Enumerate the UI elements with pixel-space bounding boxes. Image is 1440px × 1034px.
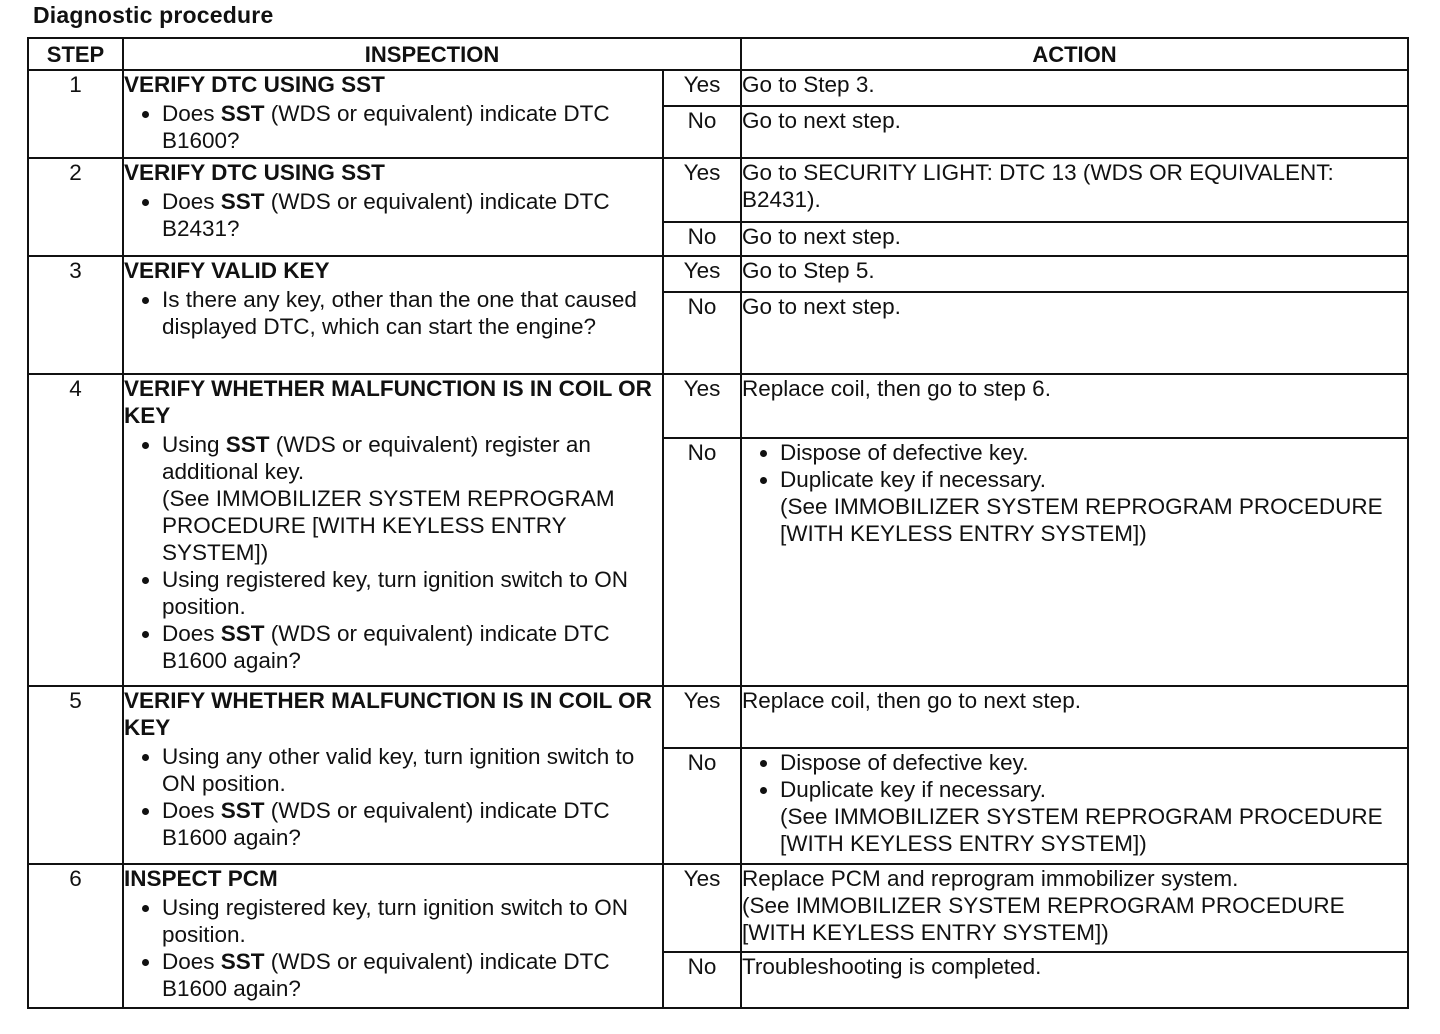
no-action: Go to next step. <box>741 222 1408 256</box>
inspection-item: • Does SST (WDS or equivalent) indicate DTC B1600 again? <box>162 948 662 1002</box>
step-5-yes-row <box>28 686 1408 748</box>
action-list <box>742 749 1407 857</box>
page-title: Diagnostic procedure <box>33 2 274 28</box>
step-number: 4 <box>28 374 123 686</box>
header-inspection: INSPECTION <box>123 38 741 70</box>
header-row <box>28 38 1408 70</box>
header-step: STEP <box>28 38 123 70</box>
action-list <box>742 439 1407 547</box>
inspection-item: • Does SST (WDS or equivalent) indicate DTC B2431? <box>162 188 662 242</box>
inspection-item: • Using registered key, turn ignition switch to ON position. <box>162 894 662 948</box>
no-label: No <box>663 106 741 158</box>
reference-note: (See IMMOBILIZER SYSTEM REPROGRAM PROCEDURE [WITH KEYLESS ENTRY SYSTEM]) <box>780 494 1383 546</box>
action-item: • Duplicate key if necessary. (See IMMOBILIZER SYSTEM REPROGRAM PROCEDURE [WITH KEYLESS ENTRY SYSTEM]) <box>780 466 1407 547</box>
no-label: No <box>663 292 741 374</box>
no-action <box>741 748 1408 864</box>
yes-label: Yes <box>663 70 741 106</box>
inspection-cell <box>123 256 663 374</box>
no-action: Go to next step. <box>741 106 1408 158</box>
step-number: 2 <box>28 158 123 256</box>
yes-label: Yes <box>663 158 741 222</box>
inspection-cell <box>123 158 663 256</box>
step-number: 1 <box>28 70 123 158</box>
inspection-item: • Using SST (WDS or equivalent) register an additional key. (See IMMOBILIZER SYSTEM REPROGRAM PROCEDURE [WITH KEYLESS ENTRY SYSTEM]) <box>162 431 662 566</box>
yes-label: Yes <box>663 686 741 748</box>
inspection-heading: VERIFY WHETHER MALFUNCTION IS IN COIL OR KEY <box>124 688 652 740</box>
inspection-item: • Using registered key, turn ignition switch to ON position. <box>162 566 662 620</box>
header-action: ACTION <box>741 38 1408 70</box>
yes-action: Replace coil, then go to step 6. <box>741 374 1408 438</box>
step-6-yes-row <box>28 864 1408 952</box>
inspection-list <box>124 286 662 340</box>
inspection-heading: VERIFY WHETHER MALFUNCTION IS IN COIL OR KEY <box>124 376 652 428</box>
inspection-item: • Is there any key, other than the one that caused displayed DTC, which can start the engine? <box>162 286 662 340</box>
action-item: • Duplicate key if necessary. (See IMMOBILIZER SYSTEM REPROGRAM PROCEDURE [WITH KEYLESS ENTRY SYSTEM]) <box>780 776 1407 857</box>
yes-action: Replace PCM and reprogram immobilizer system. (See IMMOBILIZER SYSTEM REPROGRAM PROCEDURE [WITH KEYLESS ENTRY SYSTEM]) <box>741 864 1408 952</box>
inspection-heading: VERIFY VALID KEY <box>124 258 330 283</box>
inspection-heading: VERIFY DTC USING SST <box>124 72 385 97</box>
no-label: No <box>663 438 741 686</box>
inspection-list <box>124 100 662 154</box>
inspection-list <box>124 743 662 851</box>
yes-action: Replace coil, then go to next step. <box>741 686 1408 748</box>
step-number: 6 <box>28 864 123 1008</box>
step-number: 3 <box>28 256 123 374</box>
yes-label: Yes <box>663 864 741 952</box>
no-label: No <box>663 222 741 256</box>
inspection-cell <box>123 864 663 1008</box>
no-action <box>741 438 1408 686</box>
reference-note: (See IMMOBILIZER SYSTEM REPROGRAM PROCEDURE [WITH KEYLESS ENTRY SYSTEM]) <box>780 804 1383 856</box>
inspection-item: • Does SST (WDS or equivalent) indicate DTC B1600 again? <box>162 797 662 851</box>
no-action: Go to next step. <box>741 292 1408 374</box>
inspection-item: • Does SST (WDS or equivalent) indicate DTC B1600? <box>162 100 662 154</box>
yes-label: Yes <box>663 256 741 292</box>
inspection-item: • Does SST (WDS or equivalent) indicate DTC B1600 again? <box>162 620 662 674</box>
no-label: No <box>663 748 741 864</box>
step-3-yes-row <box>28 256 1408 292</box>
yes-action: Go to Step 5. <box>741 256 1408 292</box>
reference-note: (See IMMOBILIZER SYSTEM REPROGRAM PROCEDURE [WITH KEYLESS ENTRY SYSTEM]) <box>162 486 615 565</box>
action-item: • Dispose of defective key. <box>780 749 1407 776</box>
inspection-list <box>124 894 662 1002</box>
inspection-list <box>124 188 662 242</box>
no-action: Troubleshooting is completed. <box>741 952 1408 1008</box>
inspection-item: • Using any other valid key, turn ignition switch to ON position. <box>162 743 662 797</box>
step-2-yes-row <box>28 158 1408 222</box>
inspection-list <box>124 431 662 674</box>
step-4-yes-row <box>28 374 1408 438</box>
inspection-cell <box>123 374 663 686</box>
diagnostic-table <box>27 37 1409 1009</box>
inspection-cell <box>123 686 663 864</box>
yes-label: Yes <box>663 374 741 438</box>
step-number: 5 <box>28 686 123 864</box>
inspection-heading: INSPECT PCM <box>124 866 278 891</box>
no-label: No <box>663 952 741 1008</box>
inspection-heading: VERIFY DTC USING SST <box>124 160 385 185</box>
reference-note: (See IMMOBILIZER SYSTEM REPROGRAM PROCEDURE [WITH KEYLESS ENTRY SYSTEM]) <box>742 893 1345 945</box>
yes-action: Go to Step 3. <box>741 70 1408 106</box>
yes-action: Go to SECURITY LIGHT: DTC 13 (WDS OR EQUIVALENT: B2431). <box>741 158 1408 222</box>
inspection-cell <box>123 70 663 158</box>
action-item: • Dispose of defective key. <box>780 439 1407 466</box>
step-1-yes-row <box>28 70 1408 106</box>
